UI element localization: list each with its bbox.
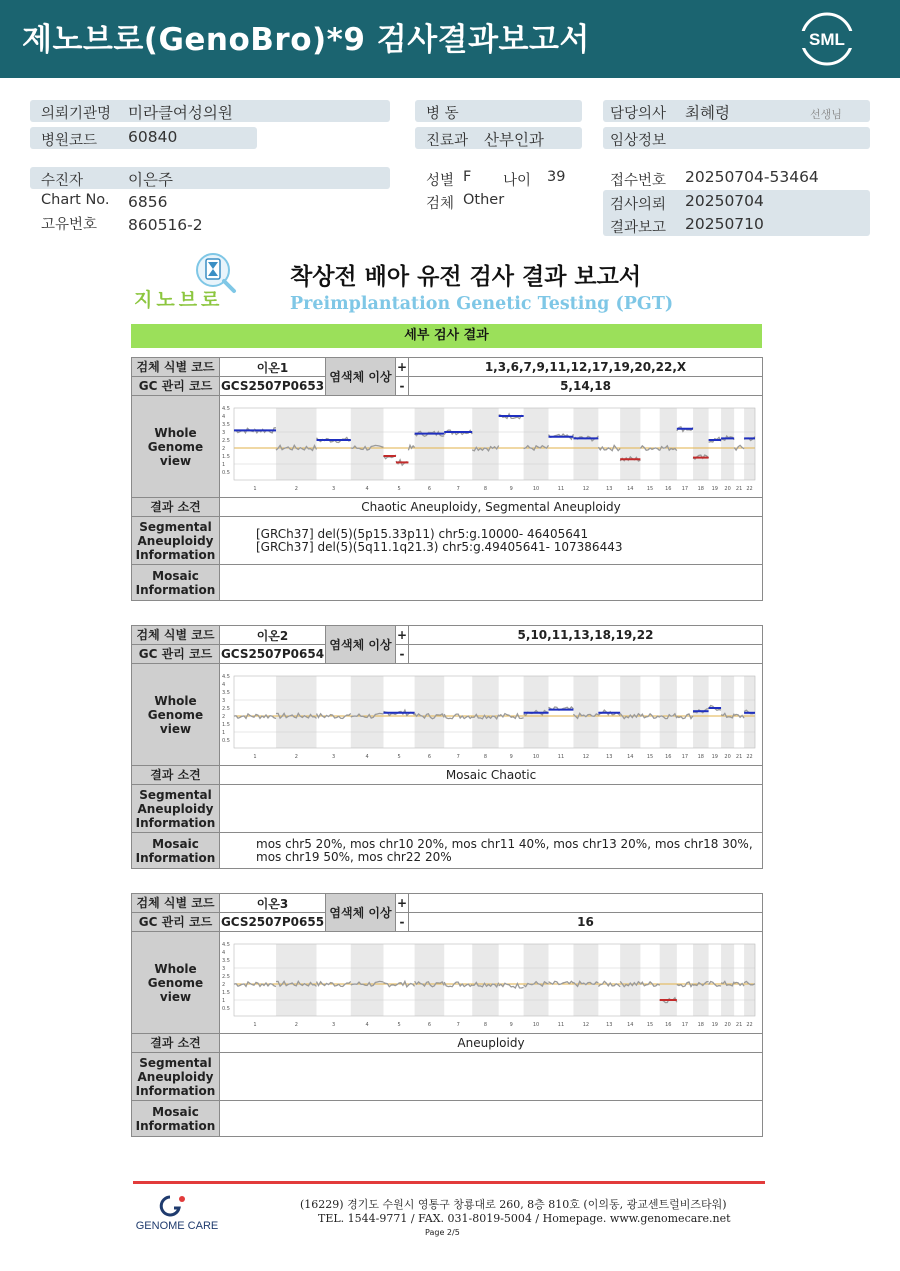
chromosome-band [744, 944, 755, 1016]
y-tick-label: 4.5 [222, 674, 230, 680]
x-tick-label: 7 [456, 486, 460, 492]
copy-number-points [598, 445, 620, 450]
report-subtitle: Preimplantation Genetic Testing (PGT) [290, 294, 674, 314]
y-tick-label: 3 [222, 430, 226, 436]
chromosome-band [524, 944, 549, 1016]
genome-care-logo [130, 1192, 225, 1234]
x-tick-label: 7 [456, 754, 460, 760]
x-tick-label: 9 [509, 754, 513, 760]
y-tick-label: 1 [222, 998, 226, 1004]
chromosome-band [472, 676, 498, 748]
clinical-label: 임상정보 [610, 133, 667, 149]
sample-table-3 [131, 893, 763, 1137]
loss-sign: - [396, 913, 409, 932]
x-tick-label: 11 [557, 1022, 565, 1028]
hosp-code-label: 병원코드 [41, 133, 98, 149]
hosp-code-value: 60840 [128, 128, 178, 146]
x-tick-label: 2 [294, 1022, 298, 1028]
y-tick-label: 1 [222, 462, 226, 468]
mosaic-value [220, 565, 763, 601]
finding-header: 결과 소견 [132, 766, 220, 785]
x-tick-label: 15 [646, 486, 654, 492]
receipt-label: 접수번호 [610, 173, 667, 189]
x-tick-label: 5 [397, 1022, 401, 1028]
age-label: 나이 [503, 173, 532, 189]
x-tick-label: 20 [724, 486, 731, 492]
y-tick-label: 2 [222, 982, 226, 988]
footer-contact: TEL. 1544-9771 / FAX. 031-8019-5004 / Homepage. www.genomecare.net [318, 1212, 731, 1225]
chromosome-band [573, 676, 598, 748]
chromosome-band [693, 944, 709, 1016]
gain-chromosomes [409, 894, 763, 913]
x-tick-label: 14 [627, 1022, 634, 1028]
x-tick-label: 1 [253, 486, 257, 492]
chromosome-band [660, 676, 677, 748]
chromosome-band [415, 944, 445, 1016]
y-tick-label: 4 [222, 414, 226, 420]
plot-area [222, 674, 755, 760]
mosaic-header: Mosaic Information [132, 565, 220, 601]
x-tick-label: 13 [606, 1022, 613, 1028]
x-tick-label: 10 [532, 1022, 540, 1028]
y-tick-label: 4 [222, 682, 226, 688]
page-number: Page 2/5 [425, 1228, 460, 1237]
chromosome-band [276, 676, 316, 748]
report-header [0, 0, 900, 78]
gain-sign: + [396, 626, 409, 645]
y-tick-label: 1.5 [222, 454, 230, 460]
x-tick-label: 18 [697, 754, 705, 760]
chart-label: Chart No. [41, 192, 110, 208]
loss-chromosomes: 5,14,18 [409, 377, 763, 396]
x-tick-label: 4 [365, 486, 369, 492]
x-tick-label: 17 [681, 486, 689, 492]
x-tick-label: 16 [665, 486, 672, 492]
copy-number-points [598, 981, 620, 986]
x-tick-label: 6 [427, 1022, 432, 1028]
y-tick-label: 3 [222, 966, 226, 972]
chromosome-band [660, 408, 677, 480]
gain-sign: + [396, 894, 409, 913]
x-tick-label: 19 [711, 486, 719, 492]
y-tick-label: 3 [222, 698, 226, 704]
chrom-abn-header: 염색체 이상 [326, 894, 396, 932]
y-tick-label: 0.5 [222, 470, 230, 476]
specimen-code-value: 이온2 [220, 626, 326, 645]
whole-genome-plot [220, 932, 761, 1033]
req-inst-label: 의뢰기관명 [41, 106, 112, 122]
x-tick-label: 5 [397, 754, 401, 760]
report-value: 20250710 [685, 215, 764, 233]
chrom-abn-header: 염색체 이상 [326, 358, 396, 396]
sml-logo-text: SML [809, 30, 845, 49]
segmental-value [220, 1053, 763, 1101]
gc-code-header: GC 관리 코드 [132, 377, 220, 396]
x-tick-label: 3 [332, 754, 336, 760]
y-tick-label: 3.5 [222, 958, 230, 964]
x-tick-label: 3 [332, 1022, 336, 1028]
genome-care-logo-text: GENOME CARE [135, 1220, 219, 1232]
y-tick-label: 2.5 [222, 706, 230, 712]
chromosome-band [472, 944, 498, 1016]
x-tick-label: 15 [646, 1022, 654, 1028]
dept-label: 진료과 [426, 133, 469, 149]
x-tick-label: 4 [365, 1022, 369, 1028]
wgv-header: Whole Genome view [132, 396, 220, 498]
footer-address: (16229) 경기도 수원시 영통구 창룡대로 260, 8층 810호 (이의동, 광교센트럴비즈타워) [300, 1198, 727, 1211]
chromosome-band [415, 408, 445, 480]
gc-code-header: GC 관리 코드 [132, 913, 220, 932]
sml-logo [800, 12, 854, 66]
req-inst-value: 미라클여성의원 [128, 104, 233, 122]
chromosome-band [721, 944, 734, 1016]
x-tick-label: 2 [294, 486, 298, 492]
x-tick-label: 22 [746, 754, 753, 760]
request-value: 20250704 [685, 192, 764, 210]
specimen-value: Other [463, 192, 505, 208]
chromosome-band [573, 944, 598, 1016]
x-tick-label: 19 [711, 754, 719, 760]
gain-chromosomes: 1,3,6,7,9,11,12,17,19,20,22,X [409, 358, 763, 377]
chromosome-band [351, 676, 384, 748]
x-tick-label: 8 [483, 754, 488, 760]
x-tick-label: 2 [294, 754, 298, 760]
document-title: 제노브로(GenoBro)*9 검사결과보고서 [22, 22, 590, 58]
uid-label: 고유번호 [41, 217, 98, 233]
wgv-header: Whole Genome view [132, 664, 220, 766]
x-tick-label: 21 [735, 486, 743, 492]
gain-sign: + [396, 358, 409, 377]
mosaic-header: Mosaic Information [132, 1101, 220, 1137]
copy-number-points [317, 714, 351, 719]
x-tick-label: 20 [724, 1022, 731, 1028]
sex-label: 성별 [426, 173, 455, 189]
loss-chromosomes [409, 645, 763, 664]
mosaic-header: Mosaic Information [132, 833, 220, 869]
sample-table-1 [131, 357, 763, 601]
x-tick-label: 12 [582, 486, 590, 492]
plot-area [222, 942, 755, 1028]
specimen-code-header: 검체 식별 코드 [132, 626, 220, 645]
x-tick-label: 8 [483, 1022, 488, 1028]
x-tick-label: 16 [665, 754, 672, 760]
x-tick-label: 9 [509, 1022, 513, 1028]
y-tick-label: 4.5 [222, 942, 230, 948]
loss-sign: - [396, 377, 409, 396]
mosaic-value: mos chr5 20%, mos chr10 20%, mos chr11 40%, mos chr13 20%, mos chr18 30%, mos chr19 50%, mos chr22 20% [220, 833, 763, 869]
chromosome-band [472, 408, 498, 480]
x-tick-label: 6 [427, 754, 432, 760]
doctor-suffix: 선생님 [810, 108, 842, 121]
chromosome-band [620, 944, 640, 1016]
doctor-label: 담당의사 [610, 106, 667, 122]
y-tick-label: 0.5 [222, 738, 230, 744]
whole-genome-plot-cell [220, 664, 763, 766]
chromosome-band [620, 676, 640, 748]
sample-table-2 [131, 625, 763, 869]
x-tick-label: 13 [606, 486, 613, 492]
chromosome-band [744, 408, 755, 480]
finding-value: Chaotic Aneuploidy, Segmental Aneuploidy [220, 498, 763, 517]
x-tick-label: 18 [697, 486, 705, 492]
chromosome-band [573, 408, 598, 480]
x-tick-label: 14 [627, 754, 634, 760]
y-tick-label: 1.5 [222, 990, 230, 996]
x-tick-label: 6 [427, 486, 432, 492]
x-tick-label: 7 [456, 1022, 460, 1028]
y-tick-label: 4 [222, 950, 226, 956]
chromosome-band [415, 676, 445, 748]
x-tick-label: 21 [735, 1022, 743, 1028]
chromosome-band [721, 408, 734, 480]
y-tick-label: 3.5 [222, 690, 230, 696]
x-tick-label: 1 [253, 1022, 257, 1028]
loss-sign: - [396, 645, 409, 664]
patient-label: 수진자 [41, 173, 84, 189]
x-tick-label: 13 [606, 754, 613, 760]
chromosome-band [620, 408, 640, 480]
finding-header: 결과 소견 [132, 498, 220, 517]
chromosome-band [351, 944, 384, 1016]
chromosome-band [660, 944, 677, 1016]
gain-chromosomes: 5,10,11,13,18,19,22 [409, 626, 763, 645]
y-tick-label: 4.5 [222, 406, 230, 412]
chrom-abn-header: 염색체 이상 [326, 626, 396, 664]
x-tick-label: 21 [735, 754, 743, 760]
request-label: 검사의뢰 [610, 197, 667, 213]
gc-code-value: GCS2507P0655 [220, 913, 326, 932]
finding-header: 결과 소견 [132, 1034, 220, 1053]
segmental-header: Segmental Aneuploidy Information [132, 785, 220, 833]
gc-code-header: GC 관리 코드 [132, 645, 220, 664]
chromosome-band [721, 676, 734, 748]
x-tick-label: 1 [253, 754, 257, 760]
y-tick-label: 1.5 [222, 722, 230, 728]
x-tick-label: 20 [724, 754, 731, 760]
x-tick-label: 9 [509, 486, 513, 492]
ward-label: 병 동 [426, 106, 459, 122]
whole-genome-plot-cell [220, 396, 763, 498]
y-tick-label: 2.5 [222, 438, 230, 444]
specimen-code-header: 검체 식별 코드 [132, 894, 220, 913]
sex-value: F [463, 169, 472, 185]
detail-results-header: 세부 검사 결과 [131, 324, 762, 348]
wgv-header: Whole Genome view [132, 932, 220, 1034]
x-tick-label: 10 [532, 486, 540, 492]
chromosome-band [276, 944, 316, 1016]
y-tick-label: 1 [222, 730, 226, 736]
finding-value: Aneuploidy [220, 1034, 763, 1053]
x-tick-label: 4 [365, 754, 369, 760]
y-tick-label: 3.5 [222, 422, 230, 428]
x-tick-label: 11 [557, 754, 565, 760]
x-tick-label: 17 [681, 754, 689, 760]
chromosome-band [351, 408, 384, 480]
whole-genome-plot-cell [220, 932, 763, 1034]
chromosome-band [524, 408, 549, 480]
patient-bar [30, 167, 390, 189]
chromosome-band [693, 408, 709, 480]
x-tick-label: 8 [483, 486, 488, 492]
x-tick-label: 15 [646, 754, 654, 760]
x-tick-label: 12 [582, 754, 590, 760]
x-tick-label: 11 [557, 486, 565, 492]
copy-number-points [317, 982, 351, 987]
y-tick-label: 2.5 [222, 974, 230, 980]
loss-chromosomes: 16 [409, 913, 763, 932]
doctor-value: 최혜령 [685, 104, 730, 122]
x-tick-label: 17 [681, 1022, 689, 1028]
genobro-logo [130, 250, 250, 312]
genobro-logo-text: 지노브로 [134, 289, 224, 311]
x-tick-label: 22 [746, 486, 753, 492]
x-tick-label: 10 [532, 754, 540, 760]
age-value: 39 [547, 169, 566, 185]
x-tick-label: 19 [711, 1022, 719, 1028]
y-tick-label: 2 [222, 446, 226, 452]
gc-code-value: GCS2507P0653 [220, 377, 326, 396]
x-tick-label: 16 [665, 1022, 672, 1028]
uid-value: 860516-2 [128, 216, 203, 234]
specimen-code-header: 검체 식별 코드 [132, 358, 220, 377]
x-tick-label: 5 [397, 486, 401, 492]
copy-number-points [549, 981, 574, 984]
gc-code-value: GCS2507P0654 [220, 645, 326, 664]
segmental-value [220, 785, 763, 833]
x-tick-label: 3 [332, 486, 336, 492]
report-title: 착상전 배아 유전 검사 결과 보고서 [290, 264, 642, 290]
x-tick-label: 18 [697, 1022, 705, 1028]
segmental-header: Segmental Aneuploidy Information [132, 517, 220, 565]
x-tick-label: 12 [582, 1022, 590, 1028]
finding-value: Mosaic Chaotic [220, 766, 763, 785]
specimen-label: 검체 [426, 196, 455, 212]
chart-value: 6856 [128, 193, 168, 211]
footer-divider [133, 1181, 765, 1184]
x-tick-label: 22 [746, 1022, 753, 1028]
specimen-code-value: 이온1 [220, 358, 326, 377]
report-label: 결과보고 [610, 220, 667, 236]
y-tick-label: 2 [222, 714, 226, 720]
y-tick-label: 0.5 [222, 1006, 230, 1012]
whole-genome-plot [220, 664, 761, 765]
receipt-value: 20250704-53464 [685, 168, 819, 186]
x-tick-label: 14 [627, 486, 634, 492]
whole-genome-plot [220, 396, 761, 497]
specimen-code-value: 이온3 [220, 894, 326, 913]
plot-area [222, 406, 755, 492]
patient-value: 이은주 [128, 171, 173, 189]
segmental-value: [GRCh37] del(5)(5p15.33p11) chr5:g.10000- 46405641 [GRCh37] del(5)(5q11.1q21.3) chr5:g.49405641- 107386443 [220, 517, 763, 565]
segmental-header: Segmental Aneuploidy Information [132, 1053, 220, 1101]
chromosome-band [276, 408, 316, 480]
dept-value: 산부인과 [484, 131, 544, 149]
mosaic-value [220, 1101, 763, 1137]
